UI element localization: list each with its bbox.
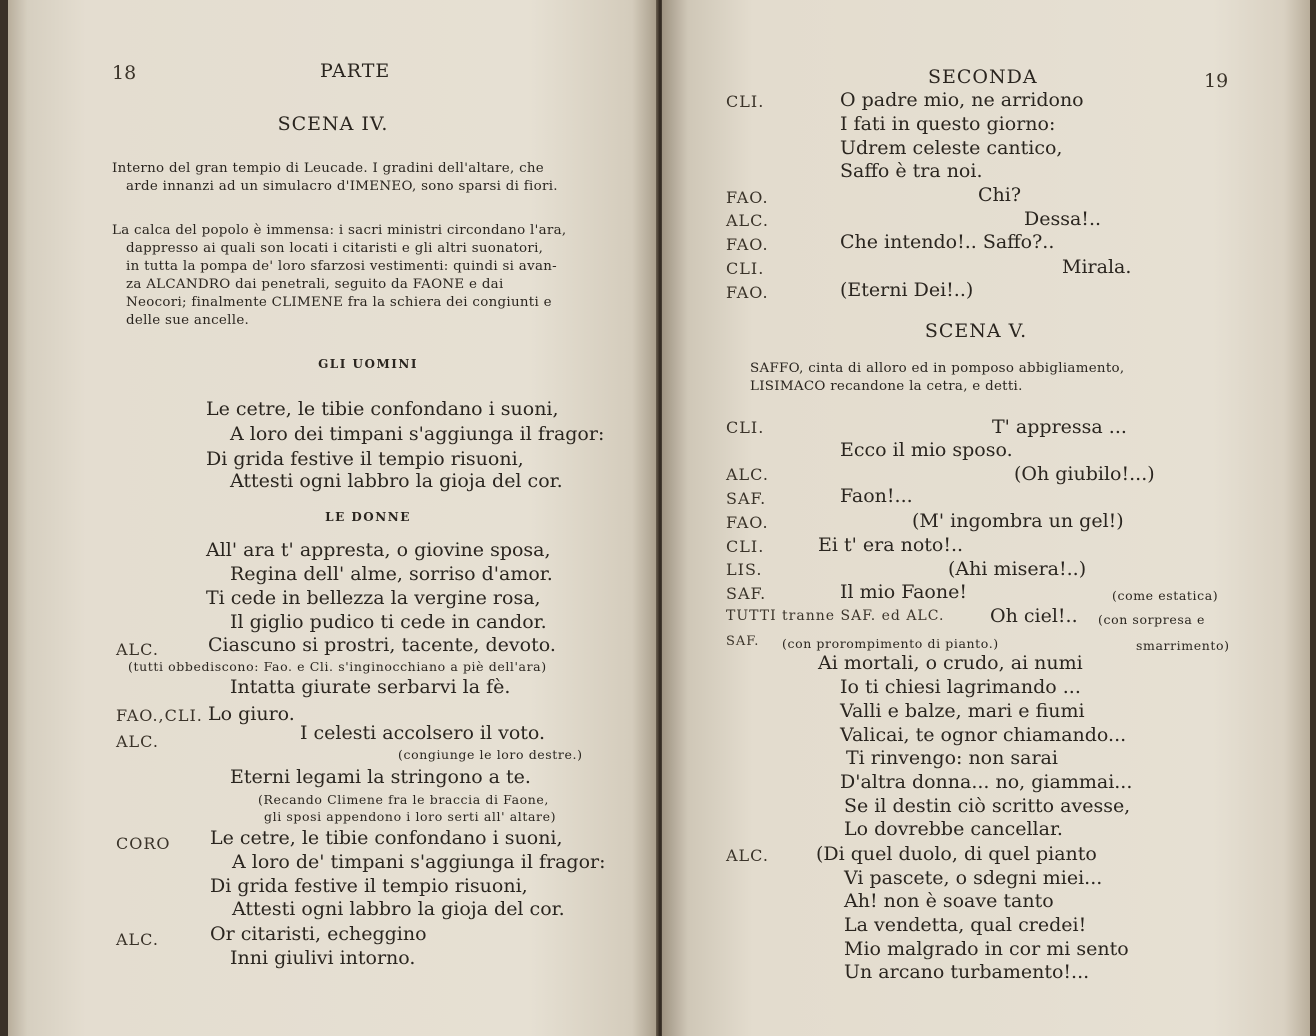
running-head-left: PARTE: [320, 60, 391, 82]
verse-line: Un arcano turbamento!...: [844, 961, 1090, 983]
verse-line: La vendetta, qual credei!: [844, 914, 1087, 936]
speaker-fao: FAO.: [726, 513, 769, 532]
verse-line: Attesti ogni labbro la gioja del cor.: [230, 470, 563, 492]
verse-line: Ecco il mio sposo.: [840, 439, 1013, 461]
speaker-alc: ALC.: [116, 732, 159, 751]
verse-line: I fati in questo giorno:: [840, 113, 1056, 135]
verse-line: Lo dovrebbe cancellar.: [844, 818, 1063, 840]
verse-line: Mirala.: [1062, 256, 1132, 278]
verse-line: Ah! non è soave tanto: [844, 890, 1054, 912]
verse-line: Se il destin ciò scritto avesse,: [844, 795, 1131, 817]
page-number-right: 19: [1204, 70, 1229, 92]
verse-line: Mio malgrado in cor mi sento: [844, 938, 1129, 960]
speaker-saf: SAF.: [726, 489, 767, 508]
speaker-tutti: TUTTI tranne SAF. ed ALC.: [726, 608, 945, 624]
verse-line: D'altra donna... no, giammai...: [840, 771, 1133, 793]
speaker-saf: SAF.: [726, 584, 767, 603]
verse-line: T' appressa ...: [992, 416, 1127, 438]
verse-line: (M' ingombra un gel!): [912, 510, 1124, 532]
speaker-cli: CLI.: [726, 537, 765, 556]
verse-line: (Eterni Dei!..): [840, 279, 974, 301]
speaker-cli: CLI.: [726, 259, 765, 278]
stage-direction: (congiunge le loro destre.): [398, 747, 583, 762]
verse-line: Le cetre, le tibie confondano i suoni,: [210, 827, 563, 849]
verse-line: Che intendo!.. Saffo?..: [840, 231, 1055, 253]
scene-title-iv: SCENA IV.: [277, 113, 389, 135]
verse-line: Dessa!..: [1024, 208, 1102, 230]
verse-line: (Ahi misera!..): [948, 558, 1087, 580]
verse-line: Io ti chiesi lagrimando ...: [840, 676, 1081, 698]
verse-line: Chi?: [978, 184, 1022, 206]
right-page: [662, 0, 1310, 1036]
left-page: [8, 0, 658, 1036]
stage-direction: (con sorpresa e: [1098, 612, 1205, 627]
stage-direction: smarrimento): [1136, 638, 1230, 653]
verse-line: (Di quel duolo, di quel pianto: [816, 843, 1097, 865]
verse-line: Inni giulivi intorno.: [230, 947, 416, 969]
verse-line: Ei t' era noto!..: [818, 534, 964, 556]
speaker-alc: ALC.: [116, 640, 159, 659]
running-head-right: SECONDA: [928, 66, 1038, 88]
verse-line: Intatta giurate serbarvi la fè.: [230, 676, 511, 698]
speaker-fao: FAO.: [726, 283, 769, 302]
scene-title-v: SCENA V.: [924, 320, 1028, 342]
verse-line: (Oh giubilo!...): [1014, 463, 1155, 485]
stage-direction: (come estatica): [1112, 588, 1219, 603]
verse-line: Lo giuro.: [208, 703, 295, 725]
description-text: La calca del popolo è immensa: i sacri ministri circondano l'ara, dappresso ai quali son locati i citaristi e gli altri suonatori, in tutta la pompa de' loro sfarzosi vestimenti: quindi si avan- za ALCANDRO dai penetrali, seguito da FAONE e dai Neocori; finalmente CLIMENE fra la schiera dei congiunti e delle sue ancelle.: [112, 223, 567, 328]
stage-direction: (tutti obbediscono: Fao. e Cli. s'inginocchiano a piè dell'ara): [128, 659, 547, 674]
speaker-alc: ALC.: [116, 930, 159, 949]
verse-line: Ai mortali, o crudo, ai numi: [818, 652, 1083, 674]
section-le-donne: LE DONNE: [325, 510, 411, 524]
verse-line: Ti rinvengo: non sarai: [846, 747, 1058, 769]
stage-direction: (Recando Climene fra le braccia di Faone,: [258, 792, 549, 807]
verse-line: Attesti ogni labbro la gioja del cor.: [232, 898, 565, 920]
verse-line: Or citaristi, echeggino: [210, 923, 427, 945]
verse-line: Vi pascete, o sdegni miei...: [844, 867, 1103, 889]
verse-line: Di grida festive il tempio risuoni,: [210, 875, 528, 897]
verse-line: Le cetre, le tibie confondano i suoni,: [206, 398, 559, 420]
verse-line: Il giglio pudico ti cede in candor.: [230, 611, 547, 633]
scene-v-stage: SAFFO, cinta di alloro ed in pomposo abbigliamento, LISIMACO recandone la cetra, e detti.: [750, 361, 1125, 394]
verse-line: All' ara t' appresta, o giovine sposa,: [206, 539, 551, 561]
page-number-left: 18: [112, 62, 137, 84]
speaker-saf: SAF.: [726, 634, 760, 649]
speaker-fao-cli: FAO.,CLI.: [116, 706, 203, 725]
speaker-fao: FAO.: [726, 188, 769, 207]
speaker-lis: LIS.: [726, 560, 763, 579]
verse-line: Valli e balze, mari e fiumi: [840, 700, 1085, 722]
stage-direction: gli sposi appendono i loro serti all' altare): [264, 809, 557, 824]
setting-text: Interno del gran tempio di Leucade. I gradini dell'altare, che arde innanzi ad un simulacro d'IMENEO, sono sparsi di fiori.: [112, 161, 558, 194]
verse-line: Saffo è tra noi.: [840, 160, 983, 182]
speaker-alc: ALC.: [726, 465, 769, 484]
verse-line: A loro dei timpani s'aggiunga il fragor:: [230, 423, 605, 445]
verse-line: Ti cede in bellezza la vergine rosa,: [206, 587, 541, 609]
speaker-cli: CLI.: [726, 418, 765, 437]
verse-line: I celesti accolsero il voto.: [300, 722, 546, 744]
verse-line: Regina dell' alme, sorriso d'amor.: [230, 563, 553, 585]
verse-line: Faon!...: [840, 485, 913, 507]
verse-line: Oh ciel!..: [990, 605, 1078, 627]
speaker-coro: CORO: [116, 834, 171, 853]
speaker-alc: ALC.: [726, 846, 769, 865]
verse-line: Ciascuno si prostri, tacente, devoto.: [208, 634, 556, 656]
speaker-cli: CLI.: [726, 92, 765, 111]
verse-line: Valicai, te ognor chiamando...: [840, 724, 1127, 746]
verse-line: O padre mio, ne arridono: [840, 89, 1084, 111]
speaker-alc: ALC.: [726, 211, 769, 230]
speaker-fao: FAO.: [726, 235, 769, 254]
verse-line: Di grida festive il tempio risuoni,: [206, 448, 524, 470]
verse-line: A loro de' timpani s'aggiunga il fragor:: [232, 851, 606, 873]
verse-line: Il mio Faone!: [840, 581, 967, 603]
section-gli-uomini: GLI UOMINI: [318, 357, 418, 371]
verse-line: Udrem celeste cantico,: [840, 137, 1063, 159]
verse-line: Eterni legami la stringono a te.: [230, 766, 531, 788]
stage-direction: (con prorompimento di pianto.): [782, 636, 999, 651]
